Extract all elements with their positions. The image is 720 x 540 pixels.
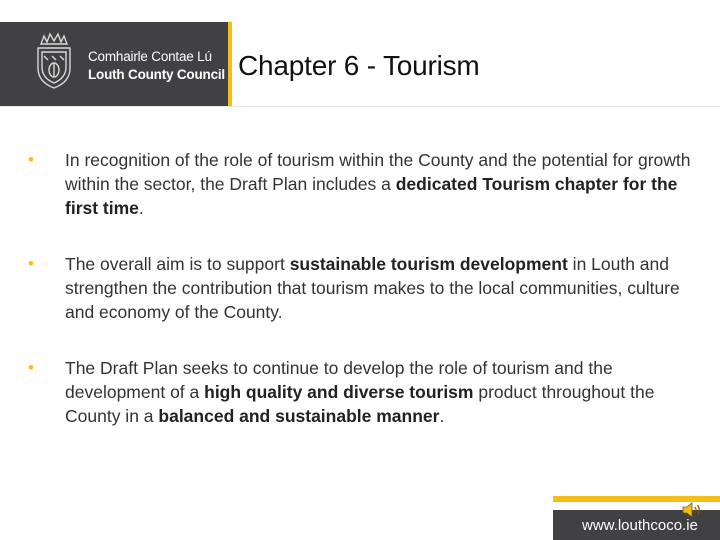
logo-accent-bar: [228, 22, 232, 106]
header-divider: [0, 106, 720, 107]
bullet-text: The Draft Plan seeks to continue to develop the role of tourism and the development of a: [65, 358, 613, 402]
speaker-icon[interactable]: [680, 498, 704, 522]
bullet-item-2: [28, 252, 696, 324]
page-title: Chapter 6 - Tourism: [238, 50, 480, 81]
bullet-emphasis: sustainable tourism development: [289, 254, 568, 274]
bullet-marker: •: [28, 150, 34, 169]
bullet-marker: •: [28, 358, 34, 377]
bullet-text: In recognition of the role of tourism within the County and the potential for growth within the sector, the Draft Plan includes a: [65, 150, 691, 194]
bullet-emphasis: balanced and sustainable manner: [158, 406, 440, 426]
county-crest-icon: [30, 30, 78, 94]
footer-url[interactable]: www.louthcoco.ie: [582, 517, 698, 534]
bullet-marker: •: [28, 254, 34, 273]
bullet-emphasis: high quality and diverse tourism: [204, 382, 474, 402]
council-name-english: Louth County Council: [88, 67, 225, 82]
bullet-item-1: [28, 148, 696, 220]
council-name-irish: Comhairle Contae Lú: [88, 49, 212, 64]
bullet-text: The overall aim is to support: [65, 254, 290, 274]
bullet-text: .: [439, 406, 445, 426]
council-name: [88, 48, 225, 84]
bullet-item-3: [28, 356, 696, 428]
bullet-text: in Louth and strengthen the contribution that tourism makes to the local communities, culture and economy of the County.: [65, 254, 680, 322]
bullet-text: product throughout the County in a: [65, 382, 655, 426]
bullet-list: [28, 148, 696, 460]
bullet-emphasis: dedicated Tourism chapter for the first time: [65, 174, 678, 218]
bullet-text: .: [138, 198, 144, 218]
